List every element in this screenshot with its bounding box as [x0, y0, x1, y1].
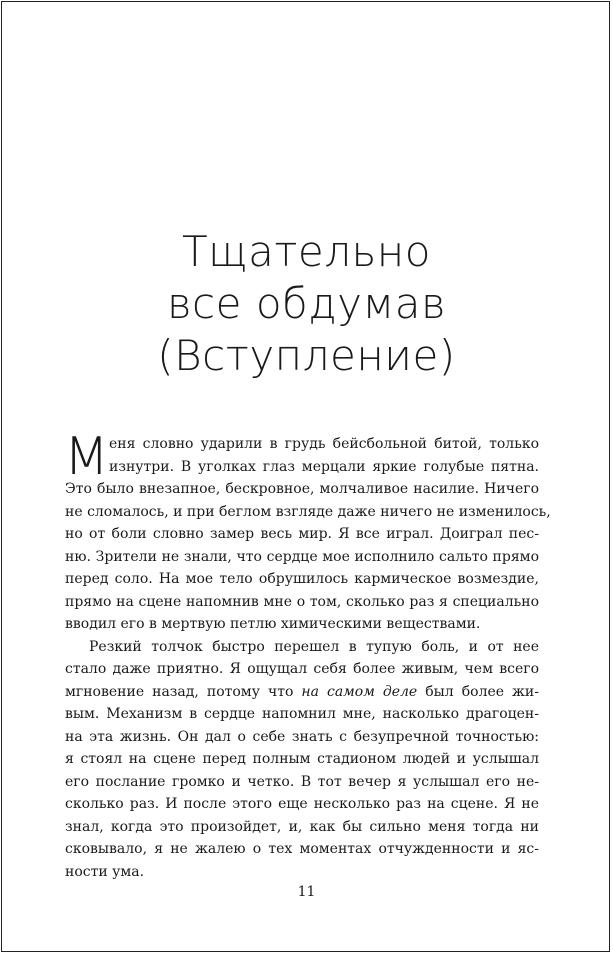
paragraph-1-line: Это было внезапное, бескровное, молчаливое насилие. Ничего [65, 481, 539, 497]
page-number: 11 [297, 884, 316, 900]
paragraph-1-line: вводил его в мертвую петлю химическими веществами. [65, 616, 481, 632]
paragraph-2-line-with-italic [65, 681, 539, 704]
paragraph-2-line: я стоял на сцене перед полным стадионом людей и услышал [65, 751, 539, 767]
paragraph-1 [64, 427, 551, 636]
chapter-title-line-2: все обдумав [166, 279, 447, 328]
paragraph-1-line: не сломалось, и при беглом взгляде даже ничего не изменилось, [65, 503, 551, 520]
paragraph-2-line: сколько раз. И после этого еще несколько раз на сцене. Я не [65, 796, 539, 812]
body-text [64, 427, 551, 883]
paragraph-2 [65, 636, 539, 884]
text-run: мгновение назад, потому что [65, 683, 302, 700]
chapter-title-line-3: (Вступление) [157, 331, 456, 380]
paragraph-2-line: знал, когда это произойдет, и, как бы сильно меня тогда ни [65, 818, 539, 835]
paragraph-2-line: стало даже приятно. Я ощущал себя более живым, чем всего [65, 661, 539, 677]
paragraph-1-line: изнутри. В уголках глаз мерцали яркие голубые пятна. [109, 458, 539, 475]
paragraph-2-line: Резкий толчок быстро перешел в тупую боль, и от нее [89, 638, 539, 655]
italic-emphasis: на самом деле [301, 683, 418, 700]
paragraph-2-line: ности ума. [65, 863, 145, 880]
paragraph-2-line: вым. Механизм в сердце напомнил мне, насколько драгоцен- [65, 706, 539, 722]
paragraph-1-line: еня словно ударили в грудь бейсбольной битой, только [109, 436, 539, 452]
text-run: был более жи- [417, 683, 539, 700]
chapter-title-line-1: Тщательно [182, 227, 431, 276]
drop-cap: М [64, 427, 109, 487]
paragraph-1-line: ню. Зрители не знали, что сердце мое исполнило сальто прямо [65, 548, 539, 565]
paragraph-2-line: сковывало, я не жалею о тех моментах отчужденности и яс- [65, 841, 539, 857]
paragraph-2-line: его послание громко и четко. В тот вечер я услышал его не- [65, 773, 539, 790]
paragraph-1-line: но от боли словно замер весь мир. Я все играл. Доиграл пес- [65, 526, 539, 542]
chapter-title [0, 226, 613, 382]
paragraph-1-line: прямо на сцене напомнив мне о том, сколько раз я специально [65, 593, 539, 610]
paragraph-2-line: на эта жизнь. Он дал о себе знать с безупречной точностью: [65, 728, 539, 745]
paragraph-1-line: перед соло. На мое тело обрушилось кармическое возмездие, [65, 571, 539, 587]
